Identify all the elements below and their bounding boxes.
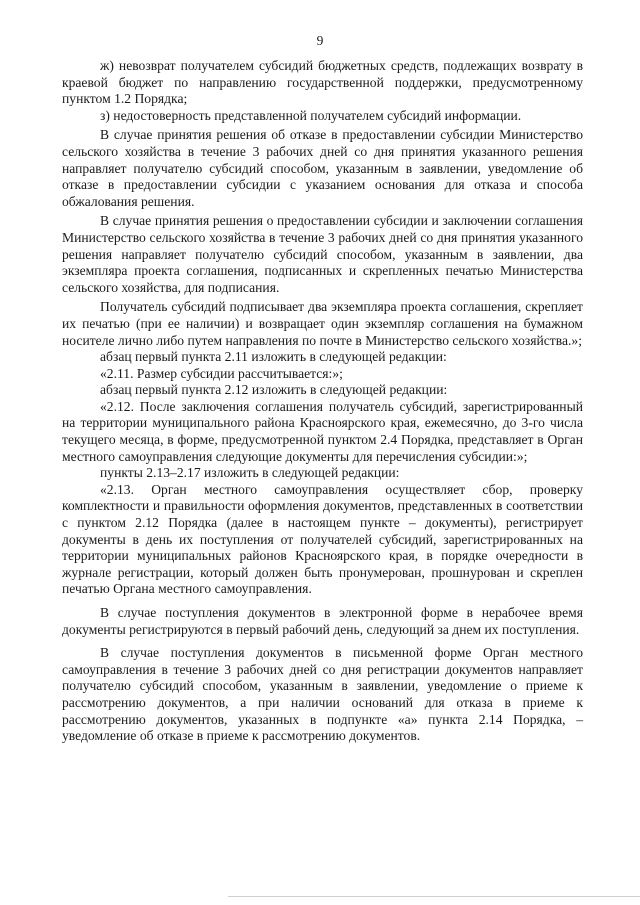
page-number: 9 — [316, 33, 324, 48]
paragraph-4: В случае принятия решения о предоставлении субсидии и заключении соглашения Министерство сельского хозяйства в течение 3 рабочих дней со дня принятия указанного решения направляет получателю субсидий способом, указанным в заявлении, два экземпляра проекта соглашения, подписанных и скрепленных печатью Министерства сельского хозяйства, для подписания. — [62, 213, 583, 295]
paragraph-3: В случае принятия решения об отказе в предоставлении субсидии Министерство сельского хозяйства в течение 3 рабочих дней со дня принятия указанного решения направляет получателю субсидий способом, указанным в заявлении, уведомление об отказе в предоставлении субсидии с указанием основания для отказа и способа обжалования решения. — [62, 127, 583, 209]
paragraph-11: «2.13. Орган местного самоуправления осуществляет сбор, проверку комплектности и правильности оформления документов, представленных в соответствии с пунктом 2.12 Порядка (далее в настоящем пункте – документы), регистрирует документы в день их поступления от получателей субсидий, зарегистрированных на территории муниципальных районов Красноярского края, в порядке очередности в журнале регистрации, который должен быть пронумерован, прошнурован и скреплен печатью Органа местного самоуправления. — [62, 481, 583, 597]
paragraph-9: «2.12. После заключения соглашения получатель субсидий, зарегистрированный на территории муниципального района Красноярского края, ежемесячно, до 3-го числа текущего месяца, в форме, предусмотренной пунктом 2.4 Порядка, представляет в Орган местного самоуправления следующие документы для перечисления субсидии:»; — [62, 398, 583, 464]
paragraph-13: В случае поступления документов в письменной форме Орган местного самоуправления в течение 3 рабочих дней со дня регистрации документов направляет получателю субсидий способом, указанным в заявлении, уведомление о приеме к рассмотрению документов, а при наличии оснований для отказа в приеме к рассмотрению документов, указанных в подпункте «а» пункта 2.14 Порядка, – уведомление об отказе в приеме к рассмотрению документов. — [62, 645, 583, 744]
document-body — [62, 58, 583, 745]
paragraph-2: з) недостоверность представленной получателем субсидий информации. — [100, 107, 522, 123]
paragraph-12: В случае поступления документов в электронной форме в нерабочее время документы регистрируются в первый рабочий день, следующий за днем их поступления. — [62, 605, 583, 637]
paragraph-7: «2.11. Размер субсидии рассчитывается:»; — [100, 365, 343, 381]
paragraph-6: абзац первый пункта 2.11 изложить в следующей редакции: — [100, 349, 447, 365]
paragraph-8: абзац первый пункта 2.12 изложить в следующей редакции: — [100, 382, 448, 398]
paragraph-10: пункты 2.13–2.17 изложить в следующей редакции: — [100, 465, 400, 481]
bottom-scan-edge — [228, 896, 640, 897]
paragraph-1: ж) невозврат получателем субсидий бюджетных средств, подлежащих возврату в краевой бюджет по направлению государственной поддержки, предусмотренному пунктом 1.2 Порядка; — [62, 58, 583, 107]
paragraph-5: Получатель субсидий подписывает два экземпляра проекта соглашения, скрепляет их печатью (при ее наличии) и возвращает один экземпляр соглашения на бумажном носителе лично либо путем направления по почте в Министерство сельского хозяйства.»; — [62, 299, 583, 348]
